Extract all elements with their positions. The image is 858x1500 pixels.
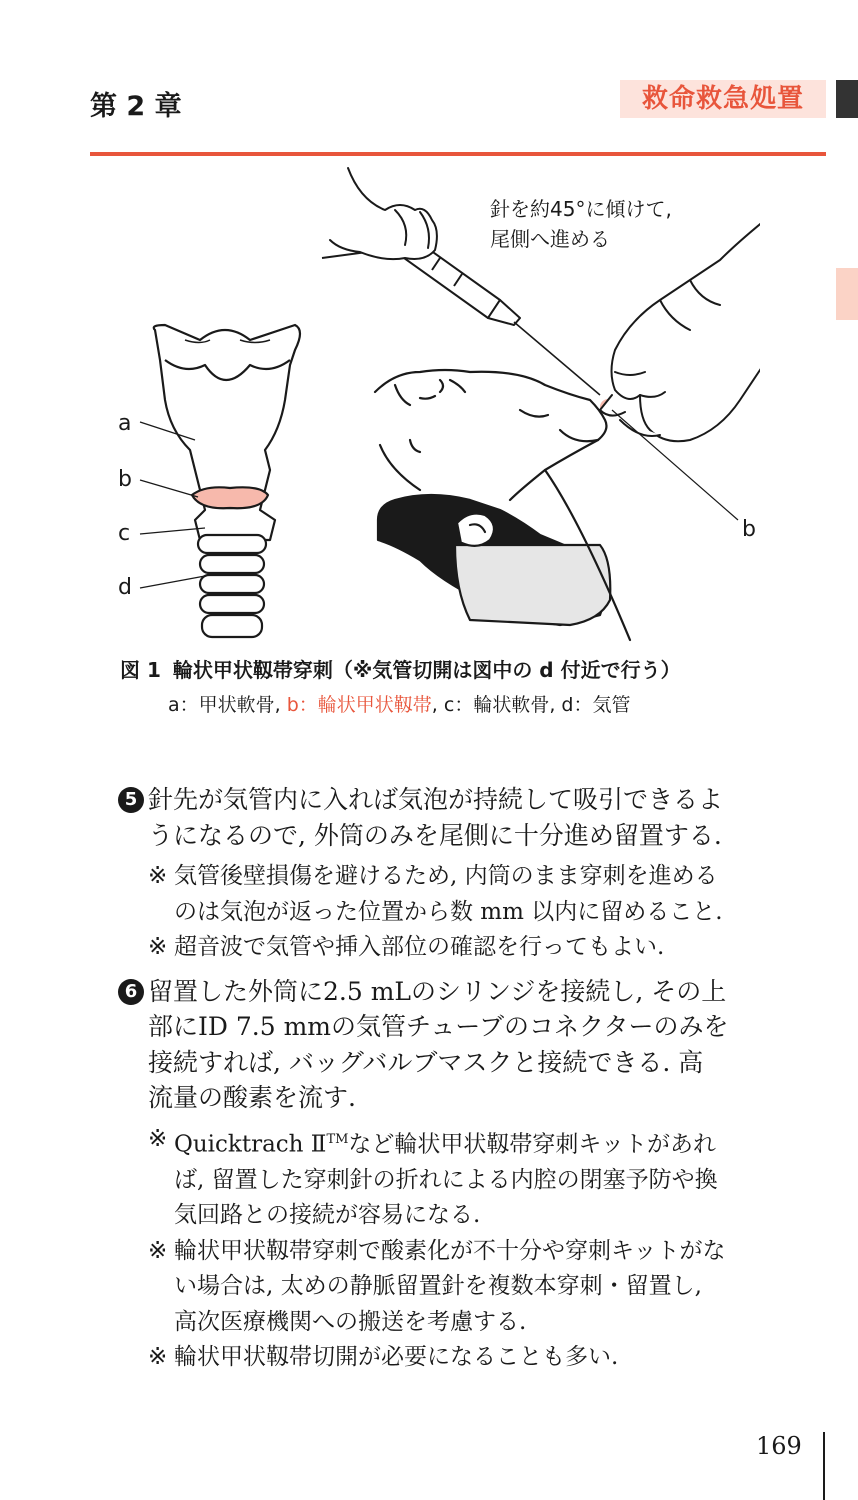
note-mark: ※: [148, 1237, 168, 1264]
figure-title: 輪状甲状靱帯穿刺（※気管切開は図中の d 付近で行う）: [172, 658, 681, 682]
step-6-note-1: [118, 1122, 830, 1234]
cricothyroid-puncture-illustration: [100, 160, 760, 650]
step-5-note-2: [118, 930, 830, 966]
figure-label-b: b: [118, 467, 132, 492]
legend-d: d：気管: [561, 694, 631, 716]
figure-label-a: a: [118, 411, 132, 436]
page-number-rule: [823, 1432, 825, 1500]
figure-label-c: c: [118, 521, 131, 546]
note-text: など輪状甲状靱帯穿刺キットがあれ: [348, 1131, 716, 1158]
note-line: 超音波で気管や挿入部位の確認を行ってもよい.: [174, 934, 665, 960]
legend-c: , c：輪状軟骨,: [431, 694, 556, 716]
step-5: [118, 782, 830, 853]
step-line: 接続すれば, バッグバルブマスクと接続できる. 高: [148, 1047, 704, 1077]
figure-number: 図 1: [120, 658, 161, 682]
step-6-note-3: [118, 1340, 830, 1376]
trademark-symbol: TM: [326, 1131, 349, 1147]
legend-b: b：輪状甲状靱帯: [286, 694, 432, 716]
figure-label-b-right: b: [742, 517, 756, 542]
note-mark: ※: [148, 1125, 168, 1152]
chapter-label: 第 2 章: [90, 91, 182, 122]
patient-head-drawing: [375, 370, 630, 640]
chapter-side-marker: [836, 268, 858, 320]
step-5-note-1: [118, 859, 830, 930]
instruction-line-1: 針を約45°に傾けて,: [490, 197, 672, 221]
step-line: うになるので, 外筒のみを尾側に十分進め留置する.: [148, 820, 722, 850]
note-line: [174, 1122, 830, 1163]
note-mark: ※: [148, 863, 168, 889]
figure-label-d: d: [118, 575, 132, 600]
product-name: Quicktrach Ⅱ: [174, 1131, 327, 1158]
step-6: [118, 974, 830, 1116]
note-mark: ※: [148, 934, 168, 960]
step-line: 部にID 7.5 mmの気管チューブのコネクターのみを: [148, 1012, 729, 1041]
note-line: 気管後壁損傷を避けるため, 内筒のまま穿刺を進める: [174, 863, 718, 889]
section-tab-bar: [836, 80, 858, 118]
left-hand-drawing: [330, 168, 437, 259]
step-6-note-2: [118, 1234, 830, 1341]
legend-a: a：甲状軟骨,: [168, 694, 281, 716]
note-line: のは気泡が返った位置から数 mm 以内に留めること.: [174, 898, 723, 925]
procedure-steps: [118, 782, 830, 1376]
step-line: 留置した外筒に2.5 mLのシリンジを接続し, その上: [148, 976, 727, 1006]
note-line: い場合は, 太めの静脈留置針を複数本穿刺・留置し,: [174, 1273, 702, 1300]
header-rule: [90, 152, 826, 156]
note-mark: ※: [148, 1344, 168, 1371]
section-title-tab: 救命救急処置: [620, 80, 826, 118]
instruction-line-2: 尾側へ進める: [490, 227, 610, 251]
note-line: 輪状甲状靱帯切開が必要になることも多い.: [174, 1344, 619, 1371]
figure-legend: [168, 690, 630, 717]
step-number-badge: 5: [118, 787, 144, 813]
note-line: 気回路との接続が容易になる.: [174, 1202, 481, 1229]
right-hand-drawing: [600, 212, 760, 441]
larynx-drawing: [154, 325, 300, 637]
note-line: 輪状甲状靱帯穿刺で酸素化が不十分や穿刺キットがな: [174, 1237, 726, 1264]
step-line: 流量の酸素を流す.: [148, 1083, 356, 1112]
figure-caption: [120, 654, 681, 683]
note-line: ば, 留置した穿刺針の折れによる内腔の閉塞予防や換: [174, 1166, 718, 1193]
step-line: 針先が気管内に入れば気泡が持続して吸引できるよ: [148, 785, 724, 814]
step-number-badge: 6: [118, 979, 144, 1005]
page-number: 169: [756, 1432, 802, 1460]
note-line: 高次医療機関への搬送を考慮する.: [174, 1308, 527, 1335]
